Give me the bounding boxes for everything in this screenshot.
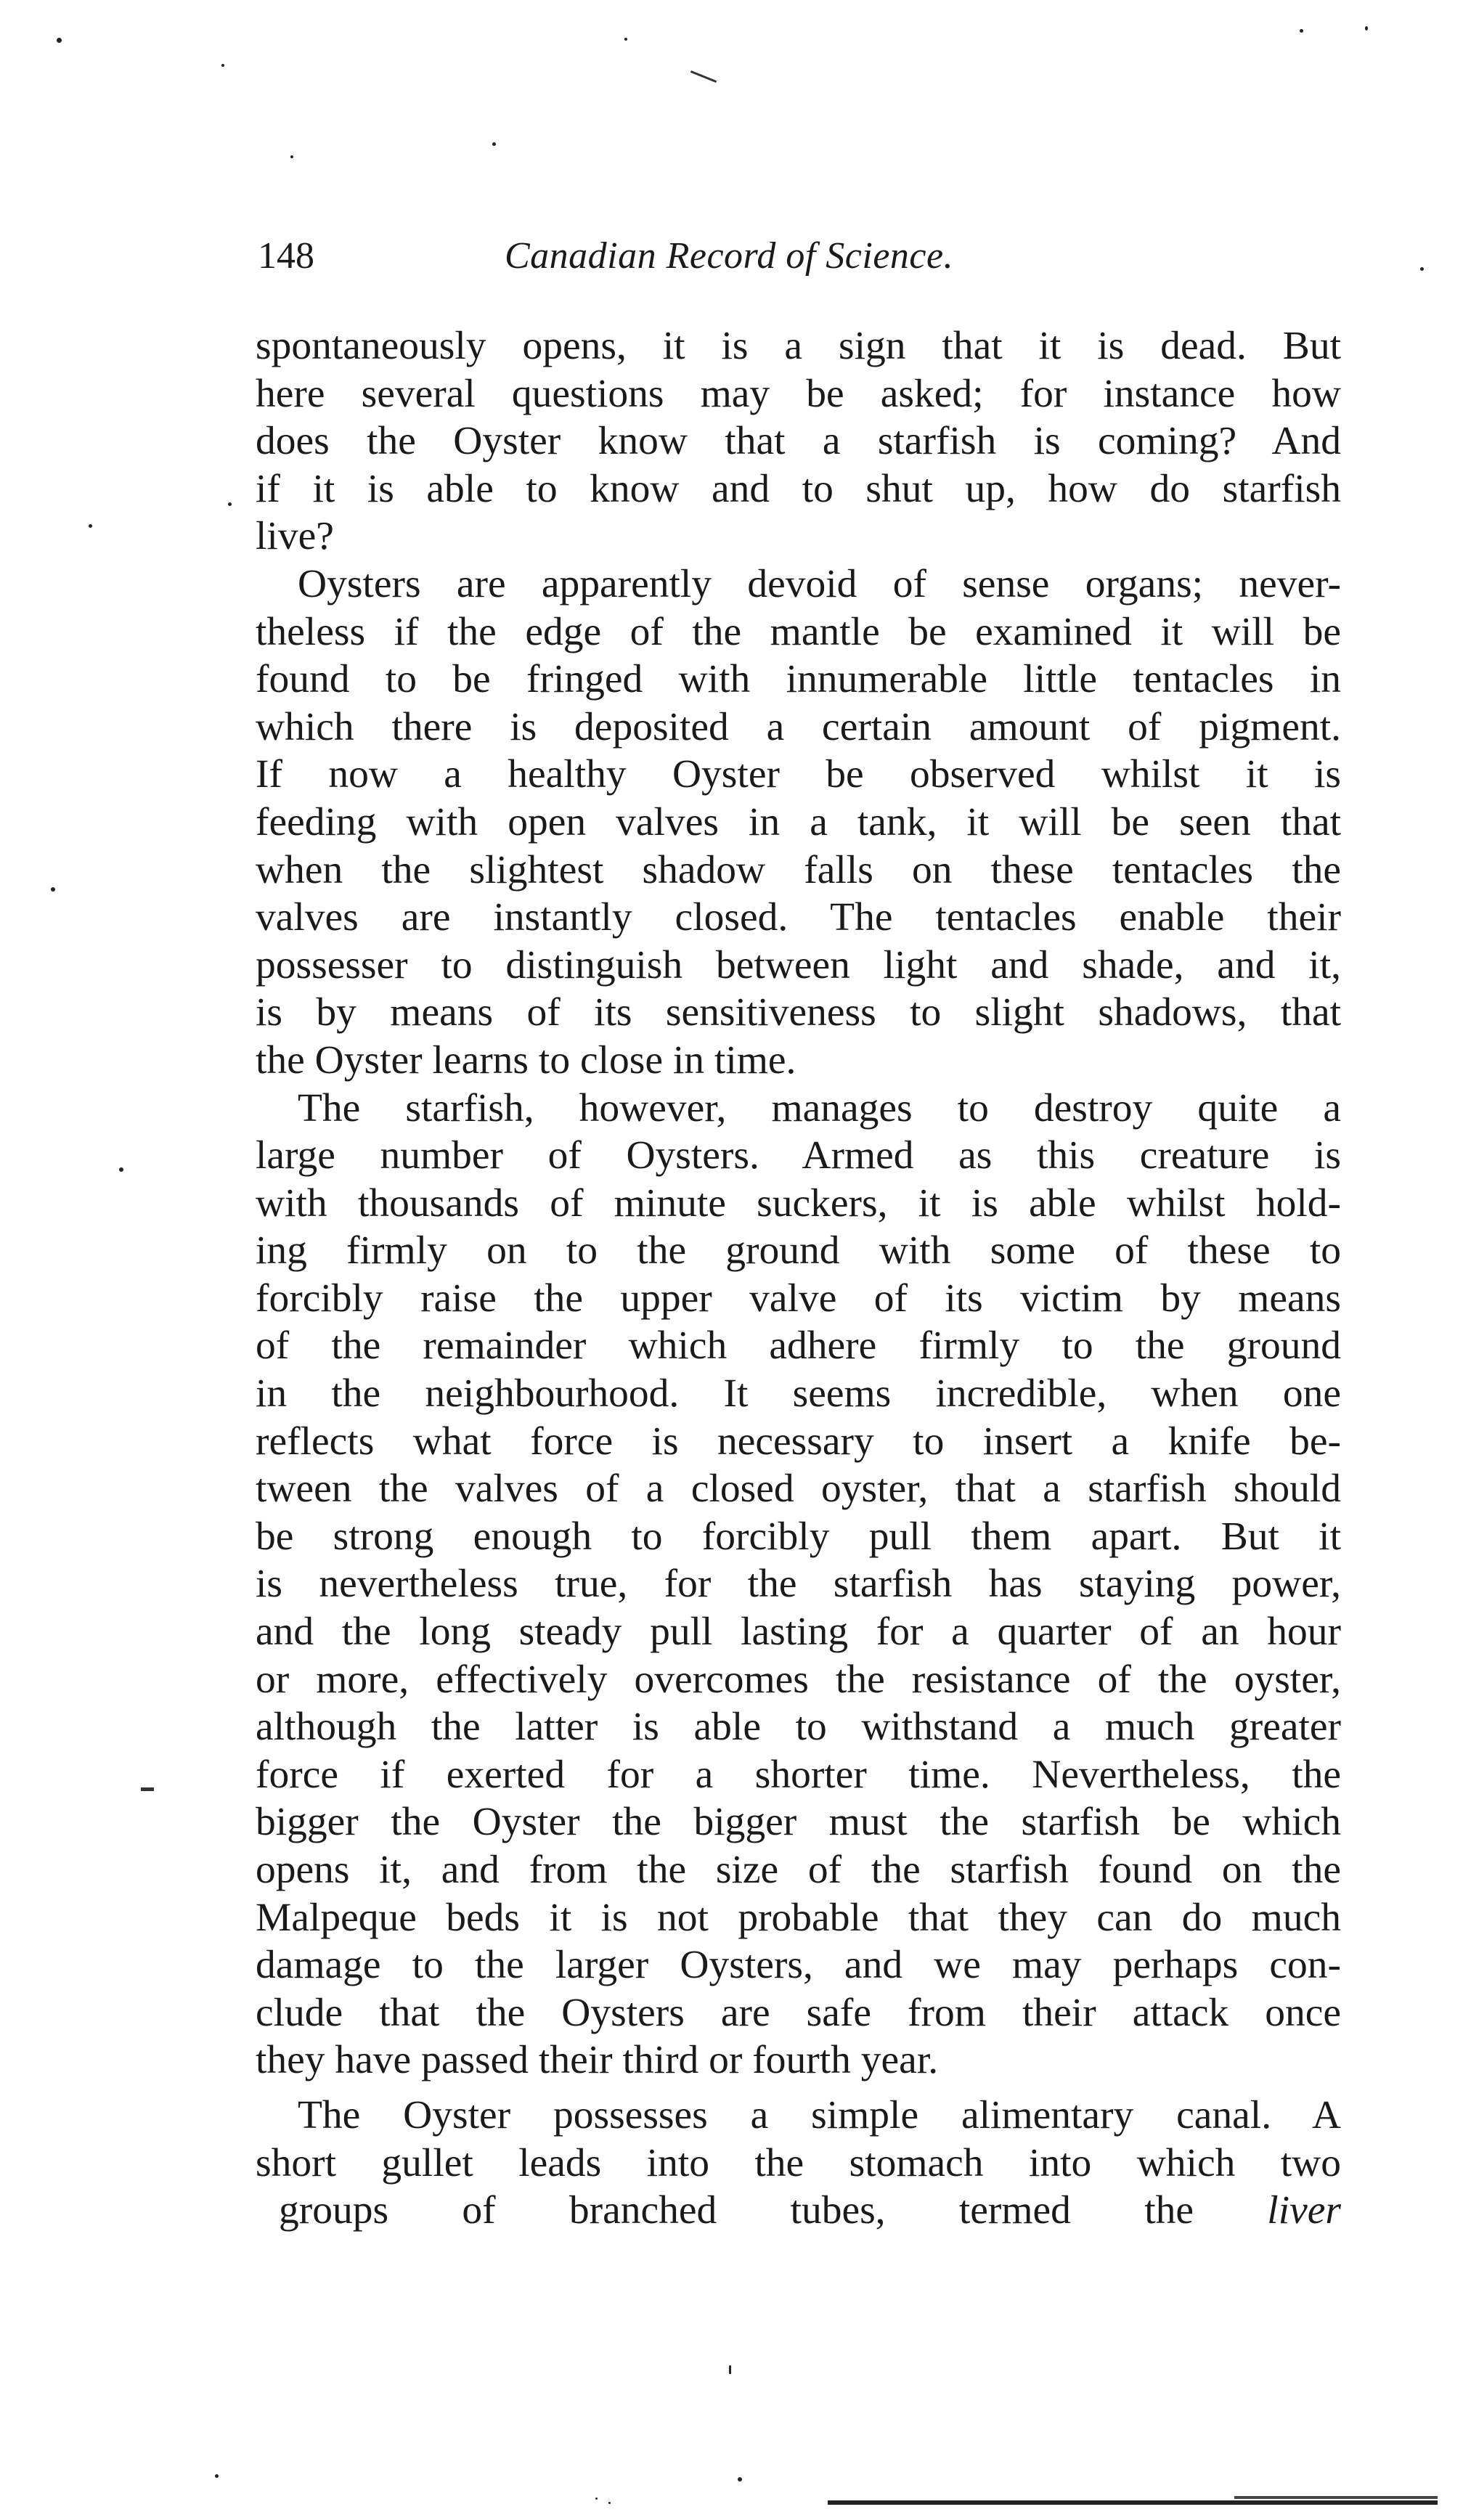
scan-speck <box>89 524 92 528</box>
text-line: is by means of its sensitiveness to slight shadows, that <box>256 990 1341 1035</box>
journal-title: Canadian Record of Science. <box>505 235 954 277</box>
text-line: large number of Oysters. Armed as this creature is <box>256 1133 1341 1178</box>
scan-edge-mark <box>1234 2496 1438 2499</box>
text-line: tween the valves of a closed oyster, that a starfish should <box>256 1467 1341 1512</box>
text-line: damage to the larger Oysters, and we may perhaps con- <box>256 1943 1341 1988</box>
text-line: of the remainder which adhere firmly to the ground <box>256 1324 1341 1369</box>
scan-speck <box>221 64 224 67</box>
text-line: theless if the edge of the mantle be examined it will be <box>256 609 1341 654</box>
scan-speck <box>729 2365 731 2374</box>
text-line: force if exerted for a shorter time. Nevertheless, the <box>256 1752 1341 1797</box>
scan-speck <box>119 1167 123 1172</box>
paragraph <box>256 322 1341 560</box>
text-line: if it is able to know and to shut up, how do starfish <box>256 466 1341 511</box>
text-line: possesser to distinguish between light and shade, and it, <box>256 942 1341 987</box>
scan-stroke <box>690 70 717 83</box>
paragraph <box>256 2092 1341 2235</box>
italic-word: liver <box>1267 2188 1341 2233</box>
scan-speck <box>595 2497 598 2500</box>
text-line: bigger the Oyster the bigger must the starfish be which <box>256 1800 1341 1845</box>
text-line: in the neighbourhood. It seems incredible, when one <box>256 1371 1341 1416</box>
text-line: The starfish, however, manages to destroy quite a <box>298 1085 1341 1130</box>
scan-speck <box>608 2502 611 2504</box>
body-text <box>256 322 1341 2235</box>
text-line: If now a healthy Oyster be observed whilst it is <box>256 752 1341 797</box>
text-line: with thousands of minute suckers, it is able whilst hold- <box>256 1181 1341 1226</box>
page-number: 148 <box>258 235 314 277</box>
scan-edge-mark <box>828 2500 1438 2505</box>
scan-speck <box>290 155 293 158</box>
scan-speck <box>215 2474 219 2478</box>
text-line: short gullet leads into the stomach into which two <box>256 2140 1341 2185</box>
paragraph <box>256 560 1341 1085</box>
text-line: does the Oyster know that a starfish is coming? And <box>256 419 1341 464</box>
scan-speck <box>51 887 55 892</box>
text-line: is nevertheless true, for the starfish has staying power, <box>256 1562 1341 1607</box>
text-line: although the latter is able to withstand a much greater <box>256 1705 1341 1750</box>
text-line: when the slightest shadow falls on these tentacles the <box>256 847 1341 892</box>
text-line: valves are instantly closed. The tentacles enable their <box>256 895 1341 940</box>
running-head <box>258 231 1347 282</box>
text-line: The Oyster possesses a simple alimentary canal. A <box>298 2092 1341 2137</box>
scan-speck <box>228 502 232 506</box>
scan-speck <box>492 142 496 146</box>
text-line: and the long steady pull lasting for a quarter of an hour <box>256 1610 1341 1655</box>
text-line: Oysters are apparently devoid of sense organs; never- <box>298 561 1341 606</box>
scan-speck <box>738 2477 742 2482</box>
text-line: opens it, and from the size of the starfish found on the <box>256 1848 1341 1892</box>
text-line: reflects what force is necessary to insert a knife be- <box>256 1419 1341 1464</box>
text-line: ing firmly on to the ground with some of these to <box>256 1228 1341 1273</box>
scan-speck <box>624 38 627 41</box>
scan-speck <box>1420 267 1424 271</box>
scan-stroke <box>141 1787 154 1791</box>
scan-speck <box>1365 26 1368 30</box>
text-line: forcibly raise the upper valve of its victim by means <box>256 1276 1341 1321</box>
text-line: the Oyster learns to close in time. <box>256 1037 796 1082</box>
text-line: which there is deposited a certain amount of pigment. <box>256 704 1341 749</box>
paragraph <box>256 1085 1341 2084</box>
text-line: here several questions may be asked; for instance how <box>256 371 1341 416</box>
scan-speck <box>57 38 62 43</box>
scan-speck <box>1300 29 1303 33</box>
text-line: they have passed their third or fourth year. <box>256 2038 939 2083</box>
text-line: clude that the Oysters are safe from their attack once <box>256 1990 1341 2035</box>
text-line: found to be fringed with innumerable little tentacles in <box>256 657 1341 702</box>
text-line-final-body: groups of branched tubes, termed the <box>279 2188 1194 2233</box>
text-line: live? <box>256 514 334 559</box>
text-line: Malpeque beds it is not probable that they can do much <box>256 1895 1341 1940</box>
text-line-final <box>256 2187 1341 2235</box>
text-line: or more, effectively overcomes the resistance of the oyster, <box>256 1657 1341 1702</box>
text-line: feeding with open valves in a tank, it will be seen that <box>256 799 1341 844</box>
text-line: be strong enough to forcibly pull them apart. But it <box>256 1514 1341 1559</box>
text-line: spontaneously opens, it is a sign that it is dead. But <box>256 324 1341 368</box>
